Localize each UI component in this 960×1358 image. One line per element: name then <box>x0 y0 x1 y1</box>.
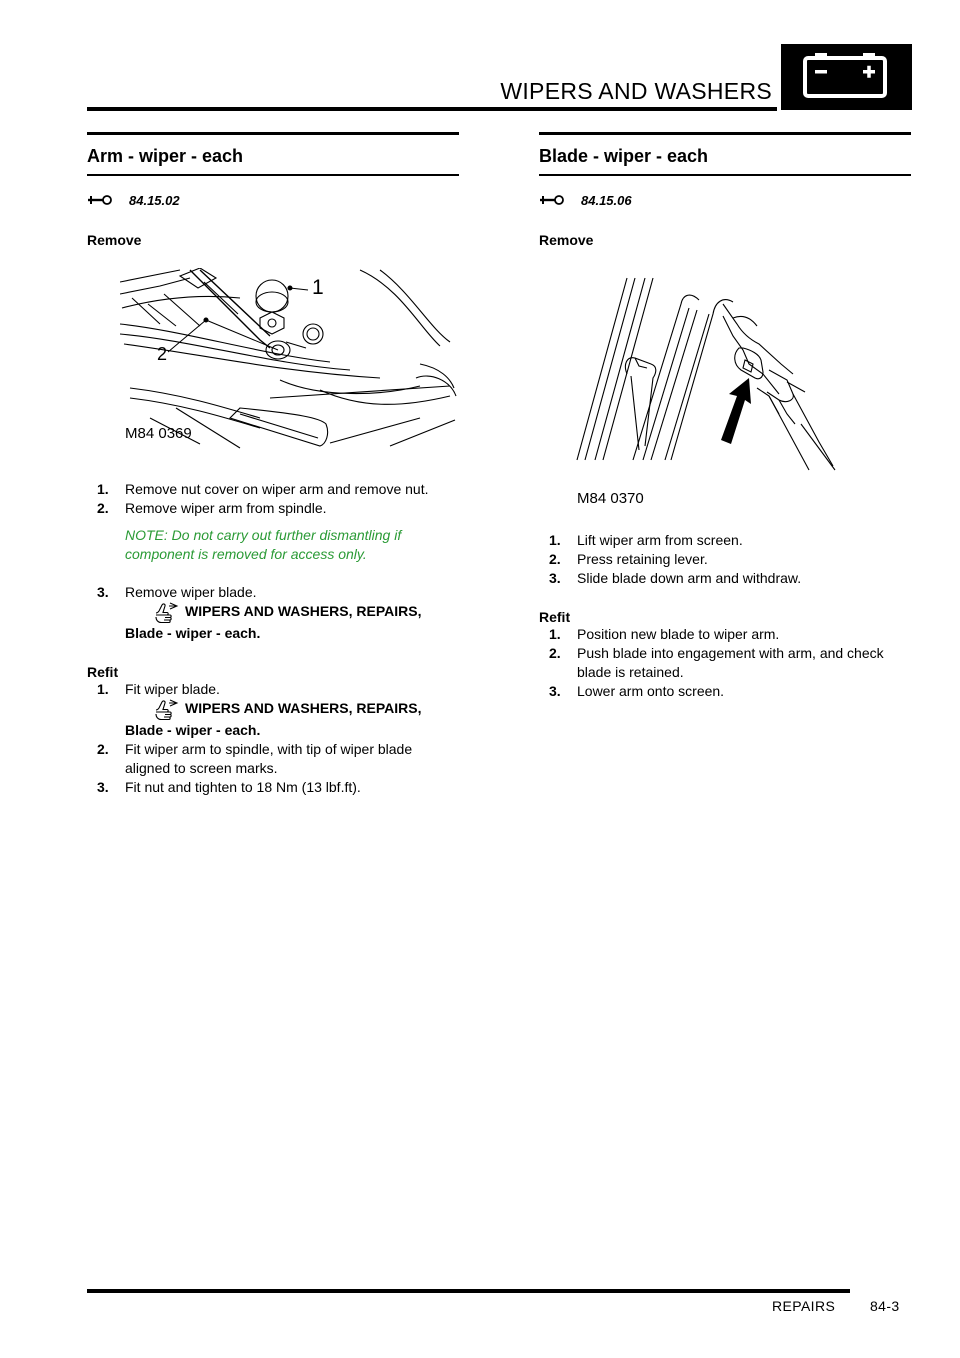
note-text: NOTE: Do not carry out further dismantling if component is removed for access only. <box>125 527 402 562</box>
page-header-title: WIPERS AND WASHERS <box>500 78 772 104</box>
list-item: 2. Fit wiper arm to spindle, with tip of wiper blade aligned to screen marks. <box>97 741 413 776</box>
section-rule-top <box>87 132 459 135</box>
operation-code: 84.15.06 <box>581 192 632 208</box>
left-column <box>87 132 459 797</box>
list-item: 1. Fit wiper blade. <box>97 681 220 697</box>
page-number: 84-3 <box>870 1298 900 1314</box>
figure-callout-1: 1 <box>312 276 324 299</box>
cross-reference-link[interactable]: WIPERS AND WASHERS, REPAIRS, <box>185 700 422 716</box>
list-item: 1. Position new blade to wiper arm. <box>549 626 780 642</box>
refit-heading: Refit <box>539 609 571 625</box>
section-rule-bottom <box>539 174 911 176</box>
list-item: 2. Push blade into engagement with arm, and check blade is retained. <box>549 645 884 680</box>
figure-callout-2: 2 <box>157 344 168 364</box>
section-rule-bottom <box>87 174 459 176</box>
cross-reference-link[interactable]: Blade - wiper - each. <box>125 722 261 738</box>
footer-rule <box>87 1289 850 1293</box>
section-title: Blade - wiper - each <box>539 146 709 166</box>
operation-code: 84.15.02 <box>129 192 180 208</box>
operation-time-icon <box>539 194 565 206</box>
battery-section-icon <box>781 44 912 110</box>
cross-reference-link[interactable]: Blade - wiper - each. <box>125 625 261 641</box>
operation-time-icon <box>87 194 113 206</box>
right-column <box>539 132 911 701</box>
list-item: 1. Lift wiper arm from screen. <box>549 532 743 548</box>
list-item: 3. Fit nut and tighten to 18 Nm (13 lbf.ft). <box>97 779 361 795</box>
list-item: 3. Slide blade down arm and withdraw. <box>549 570 802 586</box>
cross-reference-link[interactable]: WIPERS AND WASHERS, REPAIRS, <box>185 603 422 619</box>
cross-reference-hand-icon <box>155 602 185 624</box>
header-rule <box>87 107 777 111</box>
remove-heading: Remove <box>539 232 594 248</box>
remove-heading: Remove <box>87 232 142 248</box>
list-item: 2. Remove wiper arm from spindle. <box>97 500 327 516</box>
cross-reference-hand-icon <box>155 699 185 721</box>
wiper-blade-figure <box>573 274 913 514</box>
list-item: 3. Remove wiper blade. <box>97 584 257 600</box>
wiper-arm-figure <box>120 268 460 458</box>
refit-heading: Refit <box>87 664 119 680</box>
section-rule-top <box>539 132 911 135</box>
list-item: 2. Press retaining lever. <box>549 551 708 567</box>
list-item: 1. Remove nut cover on wiper arm and remove nut. <box>97 481 429 497</box>
list-item: 3. Lower arm onto screen. <box>549 683 725 699</box>
footer-section-label: REPAIRS <box>772 1298 836 1314</box>
figure-code: M84 0370 <box>577 490 644 507</box>
section-title: Arm - wiper - each <box>87 146 244 166</box>
figure-code: M84 0369 <box>125 425 192 442</box>
